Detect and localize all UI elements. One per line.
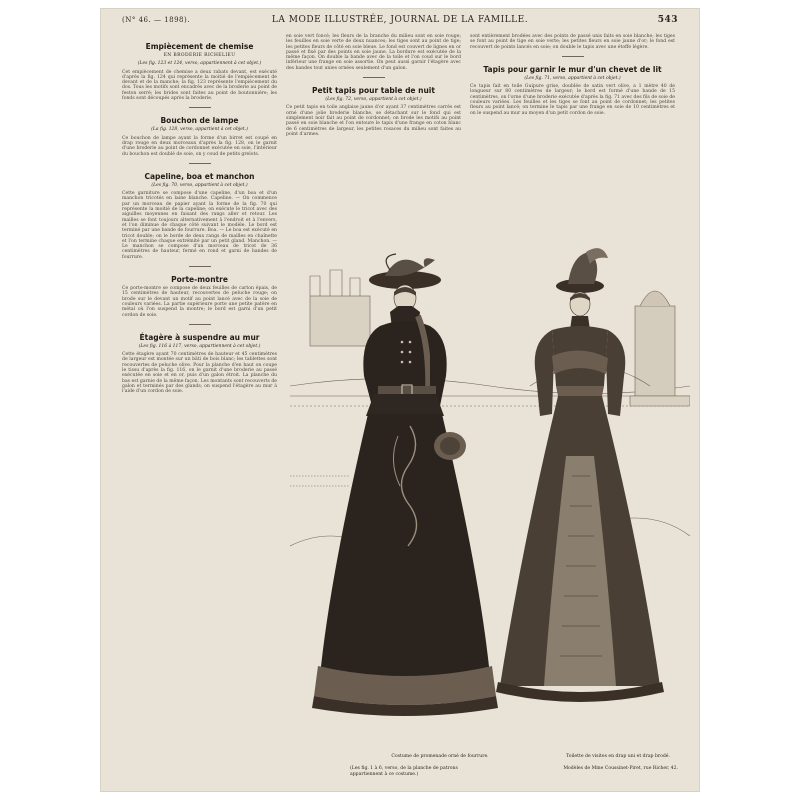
caption-credit: Modèles de Mme Coussinet-Piret, rue Richer, 42. <box>563 766 678 771</box>
article-title: Tapis pour garnir le mur d'un chevet de lit <box>483 64 662 74</box>
section-divider <box>189 107 211 108</box>
article-capeline <box>122 172 277 267</box>
article-porte-montre <box>122 275 277 325</box>
fashion-engraving-illustration <box>290 246 690 746</box>
article-body: Cette étagère ayant 70 centimètres de hauteur et 45 centimètres de largeur est montée sur un bâti de bois blanc; les tablettes sont recouvertes de peluche olive. Pour la planche d'en haut on coupe le tissu d'après la fig. 116, on le garnit d'une broderie au passé exécutée en soie et en or, puis d'un galon étroit. La planche du bas est garnie de la même façon. Les montants sont recouverts de galon et terminés par des glands; on suspend l'étagère au mur à l'aide d'un cordon de soie. <box>122 352 277 395</box>
section-divider <box>189 266 211 267</box>
article-title: Porte-montre <box>171 275 228 285</box>
article-petit-tapis <box>286 86 461 137</box>
article-empiecement <box>122 42 277 108</box>
article-note: (Les fig. 123 et 124, verso, appartiennent à cet objet.) <box>137 61 262 67</box>
article-note: (La fig. 128, verso, appartient à cet objet.) <box>151 127 248 133</box>
article-subtitle: EN BRODERIE RICHELIEU <box>163 53 236 58</box>
article-note: (Les fig. 72, verso, appartient à cet objet.) <box>325 97 422 103</box>
article-title: Petit tapis pour table de nuit <box>312 86 435 96</box>
section-divider <box>562 56 584 57</box>
article-note: (Les fig. 70, verso, appartient à cet objet.) <box>151 182 248 188</box>
article-note: (Les fig. 116 à 117, verso, appartiennent à cet objet.) <box>138 343 261 349</box>
issue-number: (N° 46. — 1898). <box>122 16 190 24</box>
page-header <box>122 12 678 30</box>
article-body: Cet empiècement de chemise a deux rabats devant, est exécuté d'après la fig. 124 qui représente la moitié de l'empiècement de devant et de la manche; la fig. 123 représente l'empiècement du dos. Tous les motifs sont encadrés avec de la broderie au point de feston serré; les brides sont faites au point de boutonnière; les fonds sont découpés après la broderie. <box>122 69 277 102</box>
article-title: Capeline, boa et manchon <box>144 171 255 181</box>
section-divider <box>189 163 211 164</box>
article-etagere <box>122 333 277 395</box>
caption-left-figure: Costume de promenade orné de fourrure. <box>391 754 489 759</box>
article-body: Ce petit tapis en toile anglaise jaune d'or ayant 37 centimètres carrés est orné d'une jolie broderie blanche, se détachant sur le fond qui est simplement noir fait au point de cordonnet; on brode les motifs au point passé en soie blanche et l'on entoure le tapis d'une frange en coton blanc de 6 centimètres de largeur, les petites rosaces du milieu sont faites au point d'armes. <box>286 105 461 137</box>
journal-title: LA MODE ILLUSTRÉE, JOURNAL DE LA FAMILLE. <box>271 15 529 25</box>
caption-right-figure: Toilette de visites en drap uni et drap brodé. <box>566 754 670 759</box>
section-divider <box>363 77 385 78</box>
article-continuation: en soie vert foncé; les fleurs de la branche du milieu sont en soie rouge; les feuilles en soie verte de deux nuances; les tiges sont au point de tige; les petites fleurs de côté en soie bleue. Le fond est couvert de lignes en or passé et fixé par des points en soie jaune. La bordure est exécutée de la même façon. On double la bande avec de la toile et l'on coud sur le bord inférieur une frange en soie assortie. On peut aussi garnir l'étagère avec des bandes tout unies ornées seulement d'un galon. <box>286 34 461 71</box>
article-body: Ce bouchon de lampe ayant la forme d'un birret est coupé en drap rouge en deux morceaux d'après la fig. 128, on le garnit d'une broderie au point de cordonnet exécutée en soie, l'intérieur du bouchon est doublé de soie, on y coud de petits grelots. <box>122 135 277 157</box>
article-continuation: sont entièrement brodées avec des points de passé unis faits en soie blanche; les tiges se font au point de tige en soie verte; les petites fleurs en soie jaune d'or; le fond est recouvert de points lancés en soie; on double le tapis avec une étoffe légère. <box>470 34 675 50</box>
caption-pattern-note: (Les fig. 1 à 6, verso, de la planche de patrons appartiennent à ce costume.) <box>350 766 458 777</box>
article-body: Ce porte-montre se compose de deux feuilles de carton épais, de 15 centimètres de hauteur, recouvertes de peluche rouge; on brode sur le devant un motif au point lancé avec de la soie de couleurs variées. La partie supérieure porte une petite patère en métal où l'on suspend la montre; le bord est garni d'un petit cordon de soie. <box>122 286 277 318</box>
article-bouchon <box>122 116 277 163</box>
magazine-page <box>100 8 700 792</box>
article-title: Étagère à suspendre au mur <box>139 332 260 342</box>
article-title: Bouchon de lampe <box>160 116 239 126</box>
article-body: Cette garniture se compose d'une capeline, d'un boa et d'un manchon tricotés en laine blanche. Capeline. — On commence par un morceau de papier ayant la forme de la fig. 70 qui représente la moitié de la capeline; on exécute le tricot avec des aiguilles moyennes en faisant des rangs aller et retour. Les mailles se font toujours alternativement à l'endroit et à l'envers, et l'on diminue de chaque côté suivant le modèle. Le bord est terminé par une bande de fourrure. Boa. — Le boa est exécuté en tricot double; on le borde de deux rangs de mailles en chaînette et l'on termine chaque extrémité par un petit gland. Manchon. — Le manchon se compose d'un morceau de tricot de 36 centimètres de hauteur, fermé en rond et garni de bandes de fourrure. <box>122 191 277 260</box>
article-body: Ce tapis fait en toile Guipure grise, doublée de satin vert olive, a 1 mètre 40 de longueur sur 80 centimètres de largeur; le bord est formé d'une bande de 15 centimètres, on l'orne d'une broderie exécutée d'après la fig. 71 avec des fils de soie de couleurs variées. Les feuilles et les tiges se font au point de cordonnet; les petites fleurs au point lancé; on termine le tapis par une frange en soie de 10 centimètres et on le suspend au mur au moyen d'un petit cordon de soie. <box>470 84 675 116</box>
section-divider <box>189 324 211 325</box>
text-column-2 <box>286 34 461 234</box>
article-tapis-chevet <box>470 65 675 116</box>
page-number: 543 <box>657 15 678 25</box>
text-column-3 <box>470 34 675 274</box>
text-column-1 <box>122 34 277 574</box>
article-note: (Les fig. 71, verso, appartient à cet objet.) <box>524 75 621 81</box>
article-title: Empiècement de chemise <box>145 42 254 51</box>
